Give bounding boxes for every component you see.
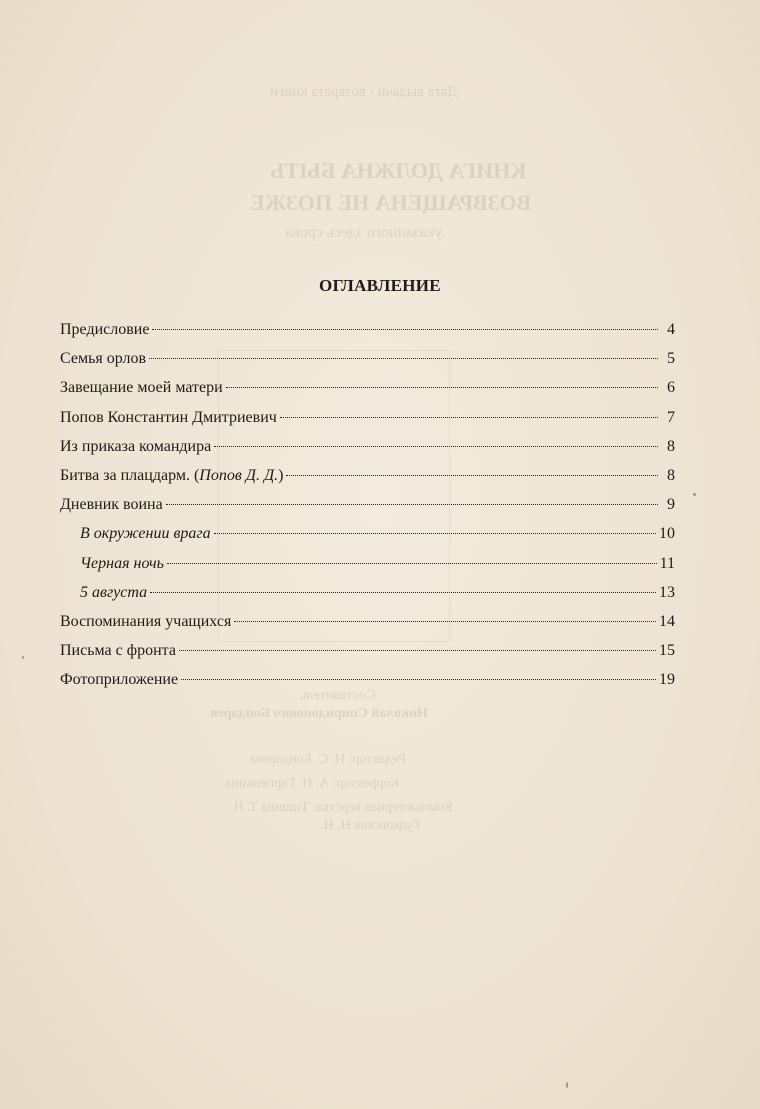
toc-page-number: 19 [659, 671, 675, 689]
toc-page-number: 4 [667, 321, 675, 338]
dot-leader [214, 446, 658, 447]
toc-subentry [60, 554, 675, 583]
toc-entry-author: Попов Д. Д. [199, 466, 279, 484]
toc-entry-title: Дневник воина [60, 496, 163, 514]
toc-entry [60, 437, 675, 466]
toc-entry-title [60, 466, 283, 486]
dot-leader [214, 533, 656, 534]
toc-page-number: 11 [659, 554, 675, 572]
bleed-through-top-line: Дата выдачи / возврата книги [270, 84, 458, 100]
dot-leader [179, 650, 656, 651]
toc-entry-title-plain: Битва за плацдарм. ( [60, 466, 200, 484]
toc-entry [60, 670, 675, 699]
toc-entry-title: Письма с фронта [60, 642, 176, 660]
toc-page-number: 10 [659, 525, 675, 543]
paper-speck [693, 493, 696, 496]
bleed-through-compiler-name: Николай Спиридонович Бондарев [210, 706, 428, 721]
dot-leader [286, 475, 658, 476]
dot-leader [280, 417, 658, 418]
dot-leader [166, 504, 658, 505]
toc-entry-title: Из приказа командира [60, 437, 212, 455]
dot-leader [181, 679, 656, 680]
toc-page-number: 8 [667, 437, 675, 455]
dot-leader [226, 387, 658, 388]
paper-speck [566, 1082, 568, 1088]
toc-entry-title: Фотоприложение [60, 671, 179, 689]
toc-entry [60, 378, 675, 407]
toc-entry [60, 320, 675, 349]
page-title: ОГЛАВЛЕНИЕ [319, 276, 441, 295]
toc-entry [60, 641, 675, 670]
toc-entry-title: Попов Константин Дмитриевич [60, 408, 277, 426]
toc-entry-title: Воспоминания учащихся [60, 612, 232, 630]
toc-entry-title: Черная ночь [80, 554, 164, 572]
toc-entry-title: Семья орлов [60, 350, 147, 368]
bleed-through-compiler-label: Составитель [300, 688, 376, 703]
bleed-through-stamp-line-3: указанного здесь срока [285, 224, 443, 241]
paper-speck [22, 656, 24, 659]
toc-entry-title: Завещание моей матери [60, 379, 223, 397]
toc-page-number: 5 [667, 350, 675, 368]
dot-leader [234, 621, 656, 622]
bleed-through-imprint-2: Корректор: А. Н. Гарпенкина [225, 776, 400, 791]
toc-entry [60, 466, 675, 495]
dot-leader [152, 329, 658, 330]
table-of-contents [60, 320, 675, 699]
dot-leader [150, 592, 656, 593]
toc-entry [60, 408, 675, 437]
toc-entry [60, 495, 675, 524]
toc-page-number: 7 [667, 408, 675, 426]
bleed-through-stamp-line-2: ВОЗВРАЩЕНА НЕ ПОЗЖЕ [250, 190, 532, 215]
toc-entry-title: В окружении врага [80, 525, 211, 543]
bleed-through-imprint-1: Редактор: Н. С. Бондарева [250, 752, 407, 767]
dot-leader [167, 563, 657, 564]
toc-page-number: 9 [667, 496, 675, 514]
toc-entry [60, 349, 675, 378]
toc-entry [60, 612, 675, 641]
bleed-through-stamp-line-1: КНИГА ДОЛЖНА БЫТЬ [270, 158, 527, 183]
toc-page-number: 6 [667, 379, 675, 397]
toc-page-number: 14 [659, 612, 675, 630]
toc-subentry [60, 524, 675, 553]
toc-page-number: 15 [659, 642, 675, 660]
toc-entry-title: Предисловие [60, 321, 150, 338]
bleed-through-imprint-4: Гудковская Н. Н. [320, 818, 421, 833]
dot-leader [149, 358, 658, 359]
toc-page-number: 8 [667, 466, 675, 484]
toc-page-number: 13 [659, 583, 675, 601]
toc-entry-title-close: ) [278, 466, 284, 484]
bleed-through-imprint-3: Компьютерная верстка: Тишина Т. Н. [230, 800, 453, 815]
toc-subentry [60, 583, 675, 612]
toc-entry-title: 5 августа [80, 583, 148, 601]
